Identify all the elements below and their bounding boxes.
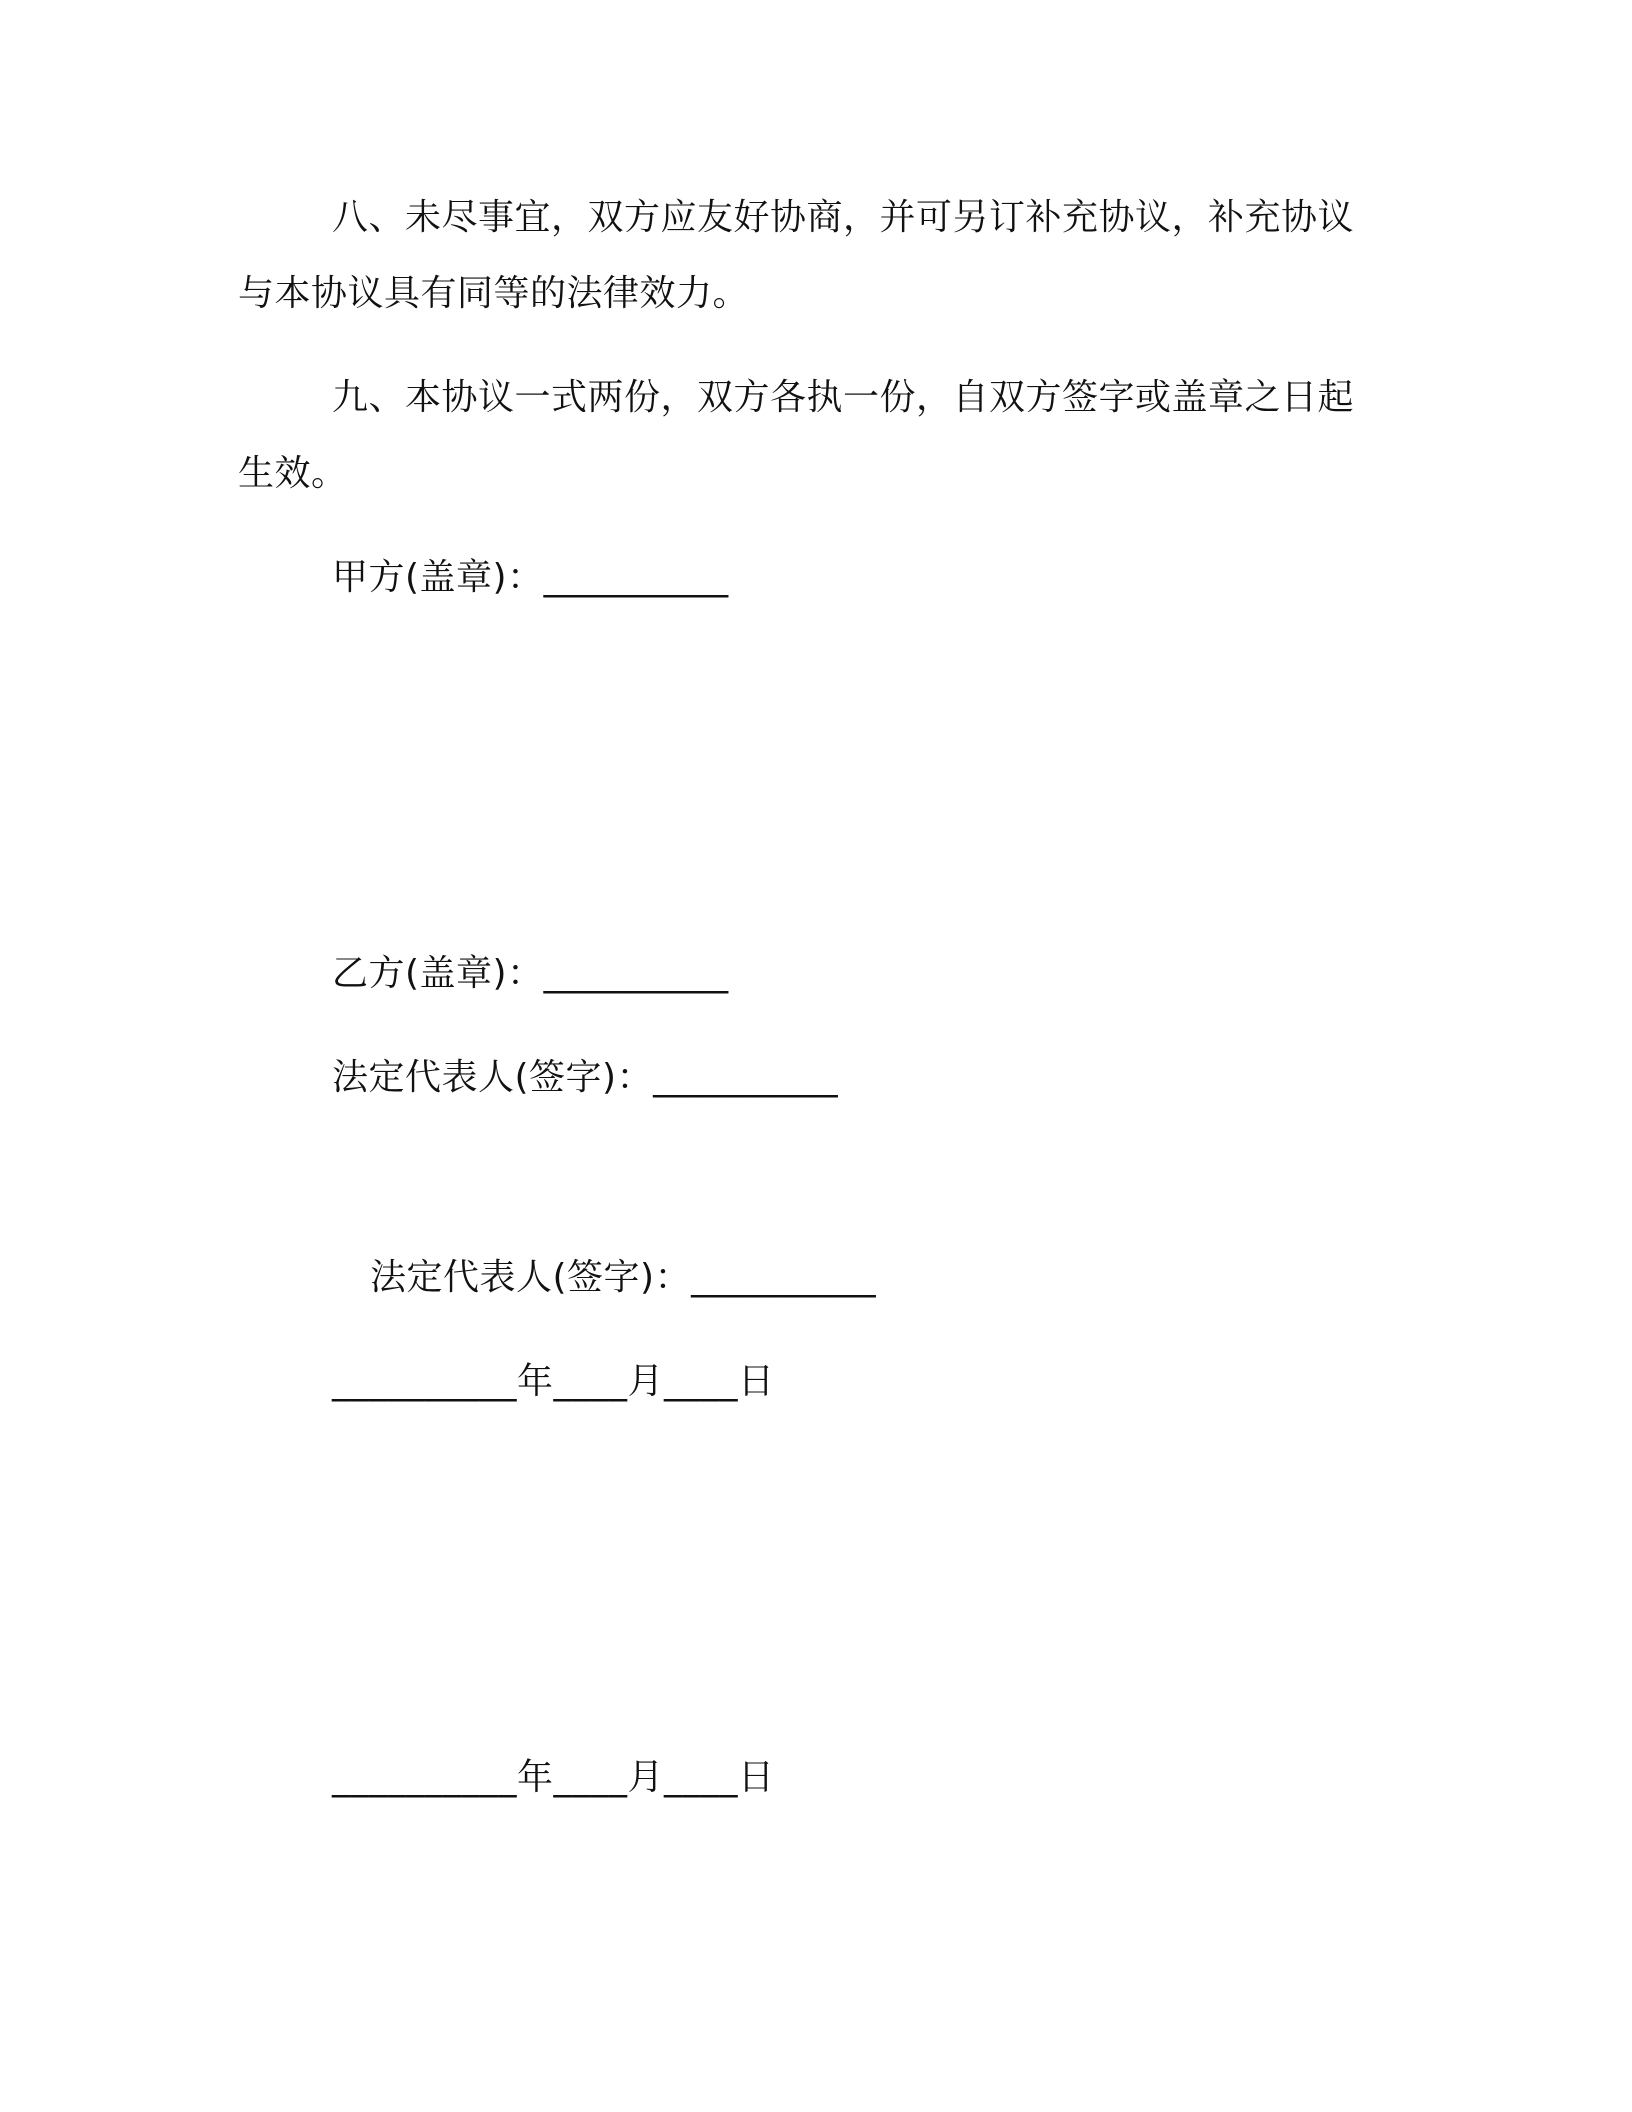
legal-representative-line-2: 法定代表人(签字)：__________ bbox=[370, 1257, 877, 1298]
date-line-1: __________年____月____日 bbox=[332, 1361, 775, 1402]
party-b-seal-line: 乙方(盖章)：__________ bbox=[332, 953, 729, 994]
clause-8-line-1: 八、未尽事宜，双方应友好协商，并可另订补充协议，补充协议 bbox=[332, 197, 1355, 238]
legal-representative-line-1: 法定代表人(签字)：__________ bbox=[332, 1057, 839, 1098]
clause-9-line-2: 生效。 bbox=[238, 453, 348, 494]
party-a-seal-line: 甲方(盖章)：__________ bbox=[332, 557, 729, 598]
clause-9-line-1: 九、本协议一式两份，双方各执一份，自双方签字或盖章之日起 bbox=[332, 377, 1355, 418]
date-line-2: __________年____月____日 bbox=[332, 1757, 775, 1798]
clause-8-line-2: 与本协议具有同等的法律效力。 bbox=[238, 273, 750, 314]
